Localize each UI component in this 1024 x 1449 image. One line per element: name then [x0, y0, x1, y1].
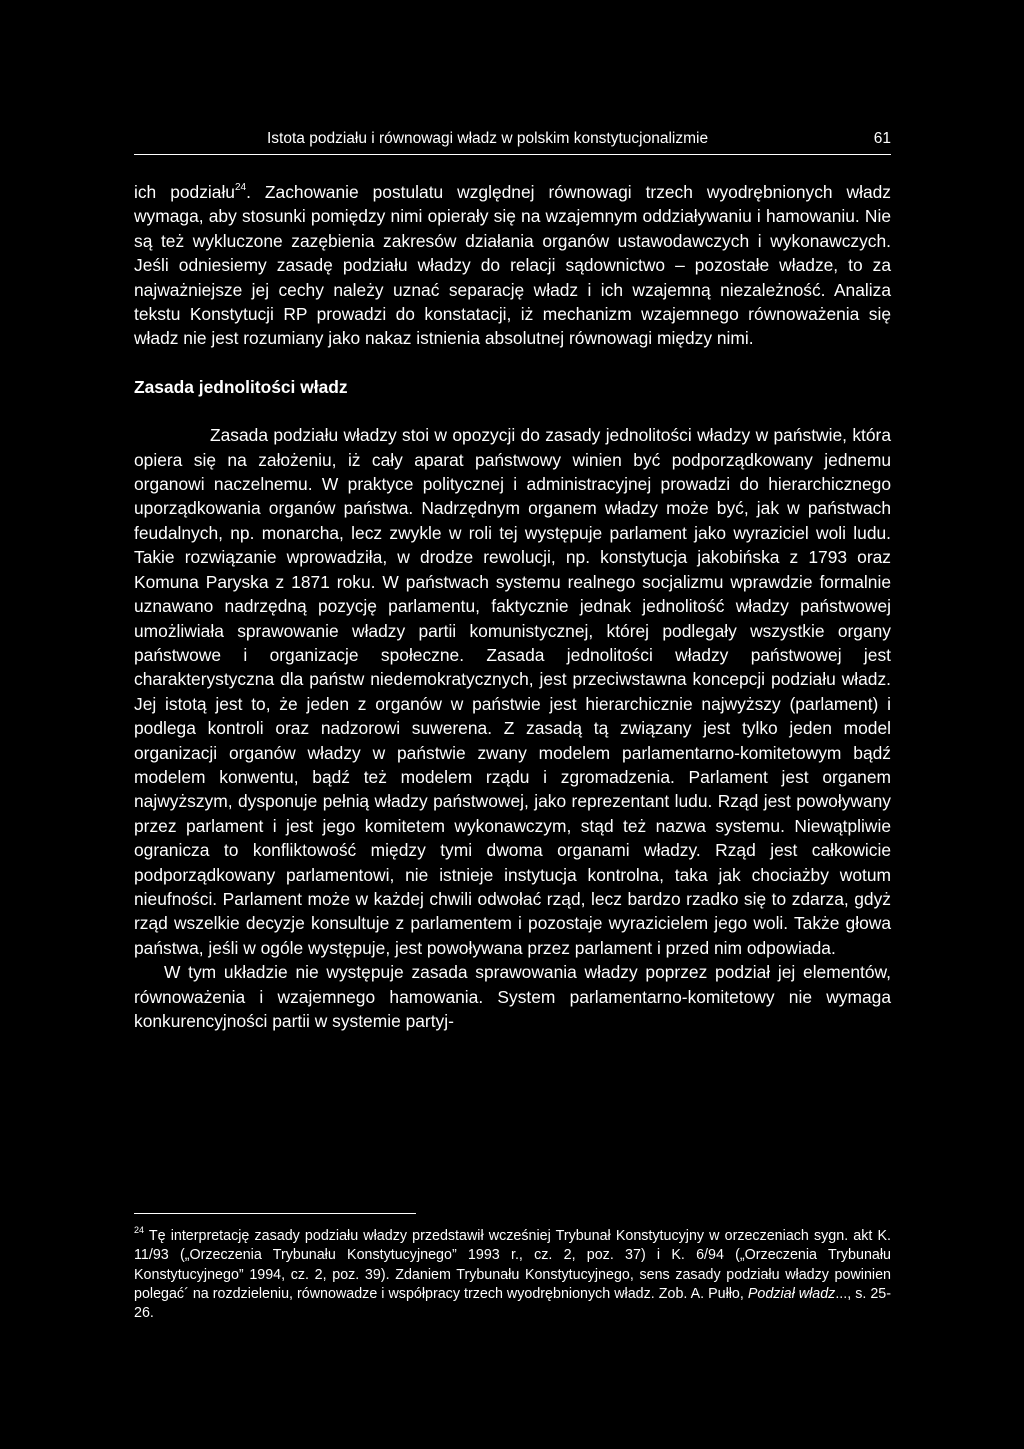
- running-title: Istota podziału i równowagi władz w polskim konstytucjonalizmie: [267, 130, 709, 147]
- page-number: 61: [873, 130, 891, 147]
- footnote-cited-title: Podział władz: [747, 1285, 836, 1302]
- footnote-text-end: ..., s. 25-26.: [134, 1285, 891, 1322]
- paragraph-1: [134, 180, 891, 351]
- footnote-text: Tę interpretację zasady podziału władzy przedstawił wcześniej Trybunał Konstytucyjny w orzeczeniach sygn. akt K. 11/93 („Orzeczenia Trybunału Konstytucyjnego” 1993 r., cz. 2, poz. 37) i K. 6/94 („Orzeczenia Trybunału Konstytucyjnego” 1994, cz. 2, poz. 39). Zdaniem Trybunału Konstytucyjnego, sens zasady podziału władzy powinien polegać´ na rozdzieleniu, równowadze i współpracy trzech wyodrębnionych władz. Zob. A. Pułło,: [134, 1228, 891, 1302]
- section-heading: Zasada jednolitości władz: [134, 376, 348, 397]
- paragraph-2: Zasada podziału władzy stoi w opozycji do zasady jednolitości władzy w państwie, która opiera się na założeniu, iż cały aparat państwowy winien być podporządkowany jednemu organowi naczelnemu. W praktyce politycznej i administracyjnej prowadzi do hierarchicznego uporządkowania organów państwa. Nadrzędnym organem władzy może być, jak w państwach feudalnych, np. monarcha, lecz zwykle w roli tej występuje parlament jako wyraziciel woli ludu. Takie rozwiązanie wprowadziła, w drodze rewolucji, np. konstytucja jakobińska z 1793 oraz Komuna Paryska z 1871 roku. W państwach systemu realnego socjalizmu wprawdzie formalnie uznawano nadrzędną pozycję parlamentu, faktycznie jednak jednolitość władzy państwowej umożliwiała sprawowanie władzy partii komunistycznej, której podlegały wszystkie organy państwowe i organizacje społeczne. Zasada jednolitości władzy państwowej jest charakterystyczna dla państw niedemokratycznych, jest przeciwstawna koncepcji podziału władz. Jej istotą jest to, że jeden z organów w państwie jest hierarchicznie najwyższy (parlament) i podlega kontroli oraz nadzorowi suwerena. Z zasadą tą związany jest tylko jeden model organizacji organów władzy w państwie zwany modelem parlamentarno-komitetowym bądź modelem konwentu, bądź też modelem rządu i zgromadzenia. Parlament jest organem najwyższym, dysponuje pełnią władzy państwowej, jako reprezentant ludu. Rząd jest powoływany przez parlament i jest jego komitetem wykonawczym, stąd też nazwa systemu. Niewątpliwie ogranicza to konfliktowość między tymi dwoma organami władzy. Rząd jest całkowicie podporządkowany parlamentowi, nie istnieje instytucja kontrolna, taka jak chociażby wotum nieufności. Parlament może w każdej chwili odwołać rząd, lecz bardzo rzadko się to zdarza, gdyż rząd wszelkie decyzje konsultuje z parlamentem i pozostaje wyrazicielem jego woli. Także głowa państwa, jeśli w ogóle występuje, jest powoływana przez parlament i przed nim odpowiada.: [134, 425, 891, 958]
- footnote: [134, 1227, 891, 1323]
- footnote-reference: 24: [234, 182, 247, 193]
- main-text: [134, 180, 891, 1033]
- paragraph-3: W tym układzie nie występuje zasada sprawowania władzy poprzez podział jej elementów, równoważenia i wzajemnego hamowania. System parlamentarno-komitetowy nie wymaga konkurencyjności partii w systemie partyj-: [134, 962, 891, 1031]
- paragraph-1-rest: . Zachowanie postulatu względnej równowagi trzech wyodrębnionych władz wymaga, aby stosunki pomiędzy nimi opierały się na wzajemnym oddziaływaniu i hamowaniu. Nie są też wykluczone zazębienia zakresów działania organów ustawodawczych i wykonawczych. Jeśli odniesiemy zasadę podziału władzy do relacji sądownictwo – pozostałe władze, to za najważniejsze jej cechy należy uznać separację władz i ich wzajemną niezależność. Analiza tekstu Konstytucji RP prowadzi do konstatacji, iż mechanizm wzajemnego równoważenia się władz nie jest rozumiany jako nakaz istnienia absolutnej równowagi między nimi.: [134, 182, 891, 349]
- footnote-number: 24: [134, 1225, 145, 1235]
- running-header: [134, 128, 891, 155]
- paragraph-1-start: ich podziału: [134, 182, 235, 202]
- footnote-divider: [134, 1213, 416, 1214]
